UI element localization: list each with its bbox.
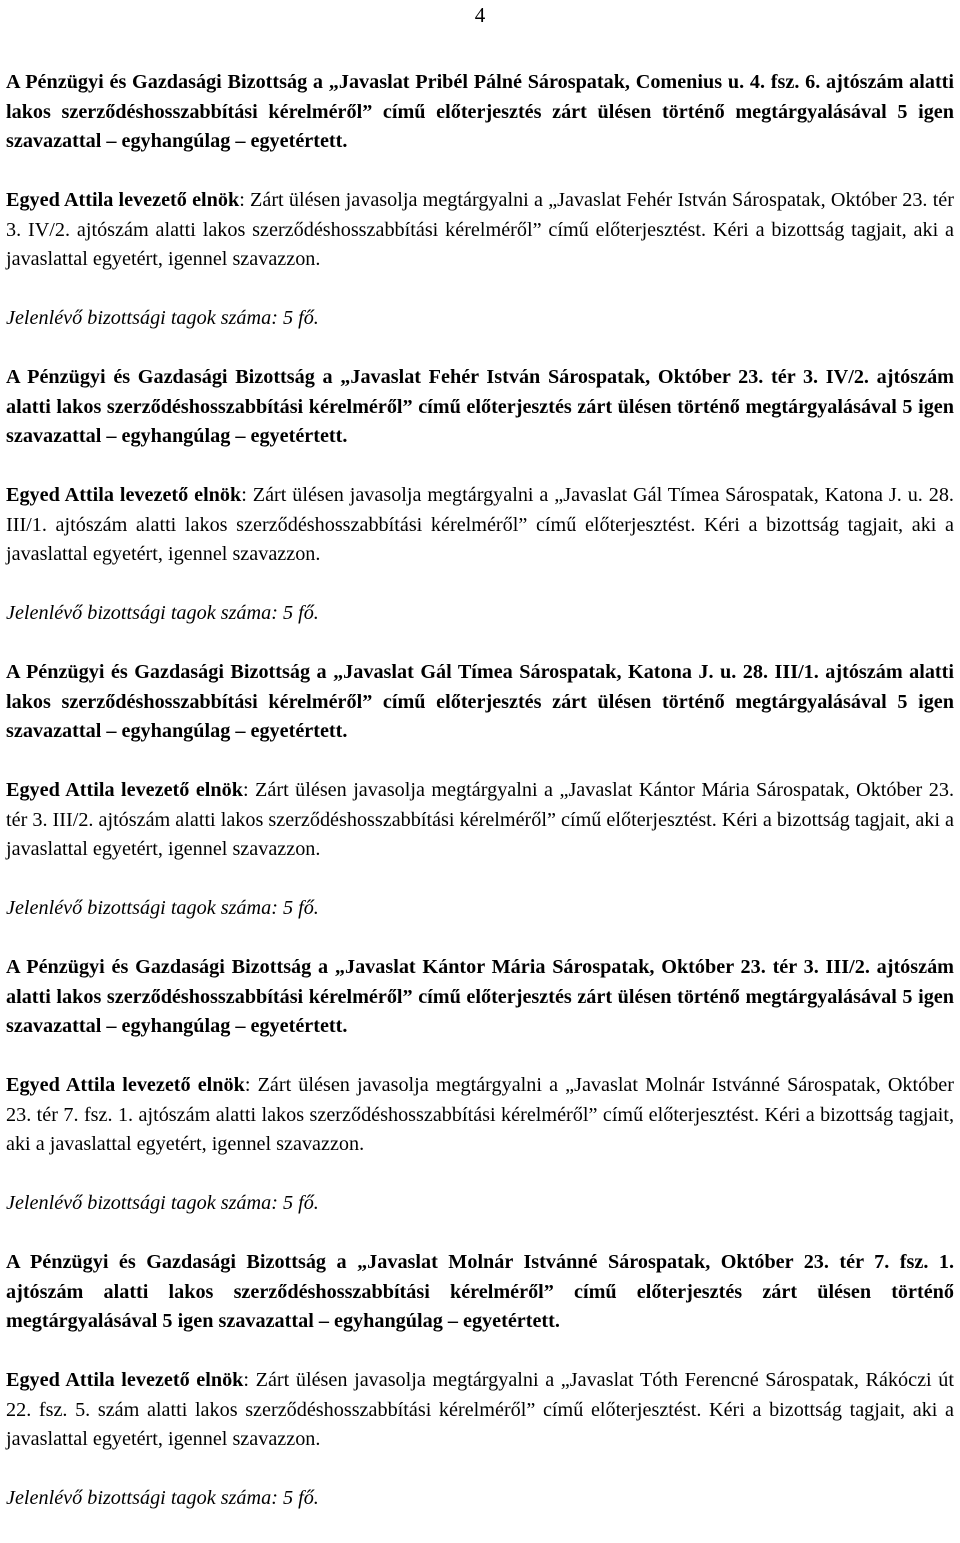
chair-proposal (6, 186, 954, 275)
proposal-text: : Zárt ülésen javasolja megtárgyalni a „Javaslat Gál Tímea Sárospatak, Katona J. u. 28. III/1. ajtószám alatti lakos szerződéshosszabbítási kérelméről” című előterjesztést. Kéri a bizottság tagjait, aki a javaslattal egyetért, igennel szavazzon. (6, 484, 954, 565)
speaker-name: Egyed Attila levezető elnök (6, 779, 243, 801)
committee-decision: A Pénzügyi és Gazdasági Bizottság a „Javaslat Molnár Istvánné Sárospatak, Október 23. tér 7. fsz. 1. ajtószám alatti lakos szerződéshosszabbítási kérelméről” című előterjesztés zárt ülésen történő megtárgyalásával 5 igen szavazattal – egyhangúlag – egyetértett. (6, 1251, 954, 1332)
chair-proposal (6, 481, 954, 570)
proposal-text: : Zárt ülésen javasolja megtárgyalni a „Javaslat Fehér István Sárospatak, Október 23. tér 3. IV/2. ajtószám alatti lakos szerződéshosszabbítási kérelméről” című előterjesztést. Kéri a bizottság tagjait, aki a javaslattal egyetért, igennel szavazzon. (6, 189, 954, 270)
chair-proposal (6, 1071, 954, 1160)
document-body (6, 68, 954, 1543)
speaker-name: Egyed Attila levezető elnök (6, 1074, 245, 1096)
attendance-note: Jelenlévő bizottsági tagok száma: 5 fő. (6, 1192, 319, 1214)
committee-decision: A Pénzügyi és Gazdasági Bizottság a „Javaslat Gál Tímea Sárospatak, Katona J. u. 28. III/1. ajtószám alatti lakos szerződéshosszabbítási kérelméről” című előterjesztés zárt ülésen történő megtárgyalásával 5 igen szavazattal – egyhangúlag – egyetértett. (6, 661, 954, 742)
speaker-name: Egyed Attila levezető elnök (6, 1369, 244, 1391)
chair-proposal (6, 776, 954, 865)
attendance-note: Jelenlévő bizottsági tagok száma: 5 fő. (6, 1487, 319, 1509)
attendance-note: Jelenlévő bizottsági tagok száma: 5 fő. (6, 897, 319, 919)
speaker-name: Egyed Attila levezető elnök (6, 189, 240, 211)
proposal-text: : Zárt ülésen javasolja megtárgyalni a „Javaslat Molnár Istvánné Sárospatak, Október 23. tér 7. fsz. 1. ajtószám alatti lakos szerződéshosszabbítási kérelméről” című előterjesztést. Kéri a bizottság tagjait, aki a javaslattal egyetért, igennel szavazzon. (6, 1074, 954, 1155)
proposal-text: : Zárt ülésen javasolja megtárgyalni a „Javaslat Tóth Ferencné Sárospatak, Rákóczi út 22. fsz. 5. szám alatti lakos szerződéshosszabbítási kérelméről” című előterjesztést. Kéri a bizottság tagjait, aki a javaslattal egyetért, igennel szavazzon. (6, 1369, 954, 1450)
chair-proposal (6, 1366, 954, 1455)
committee-decision: A Pénzügyi és Gazdasági Bizottság a „Javaslat Pribél Pálné Sárospatak, Comenius u. 4. fsz. 6. ajtószám alatti lakos szerződéshosszabbítási kérelméről” című előterjesztés zárt ülésen történő megtárgyalásával 5 igen szavazattal – egyhangúlag – egyetértett. (6, 71, 954, 152)
committee-decision: A Pénzügyi és Gazdasági Bizottság a „Javaslat Kántor Mária Sárospatak, Október 23. tér 3. III/2. ajtószám alatti lakos szerződéshosszabbítási kérelméről” című előterjesztés zárt ülésen történő megtárgyalásával 5 igen szavazattal – egyhangúlag – egyetértett. (6, 956, 954, 1037)
committee-decision: A Pénzügyi és Gazdasági Bizottság a „Javaslat Fehér István Sárospatak, Október 23. tér 3. IV/2. ajtószám alatti lakos szerződéshosszabbítási kérelméről” című előterjesztés zárt ülésen történő megtárgyalásával 5 igen szavazattal – egyhangúlag – egyetértett. (6, 366, 954, 447)
attendance-note: Jelenlévő bizottsági tagok száma: 5 fő. (6, 307, 319, 329)
speaker-name: Egyed Attila levezető elnök (6, 484, 242, 506)
attendance-note: Jelenlévő bizottsági tagok száma: 5 fő. (6, 602, 319, 624)
proposal-text: : Zárt ülésen javasolja megtárgyalni a „Javaslat Kántor Mária Sárospatak, Október 23. tér 3. III/2. ajtószám alatti lakos szerződéshosszabbítási kérelméről” című előterjesztést. Kéri a bizottság tagjait, aki a javaslattal egyetért, igennel szavazzon. (6, 779, 954, 860)
page-number: 4 (474, 3, 486, 27)
